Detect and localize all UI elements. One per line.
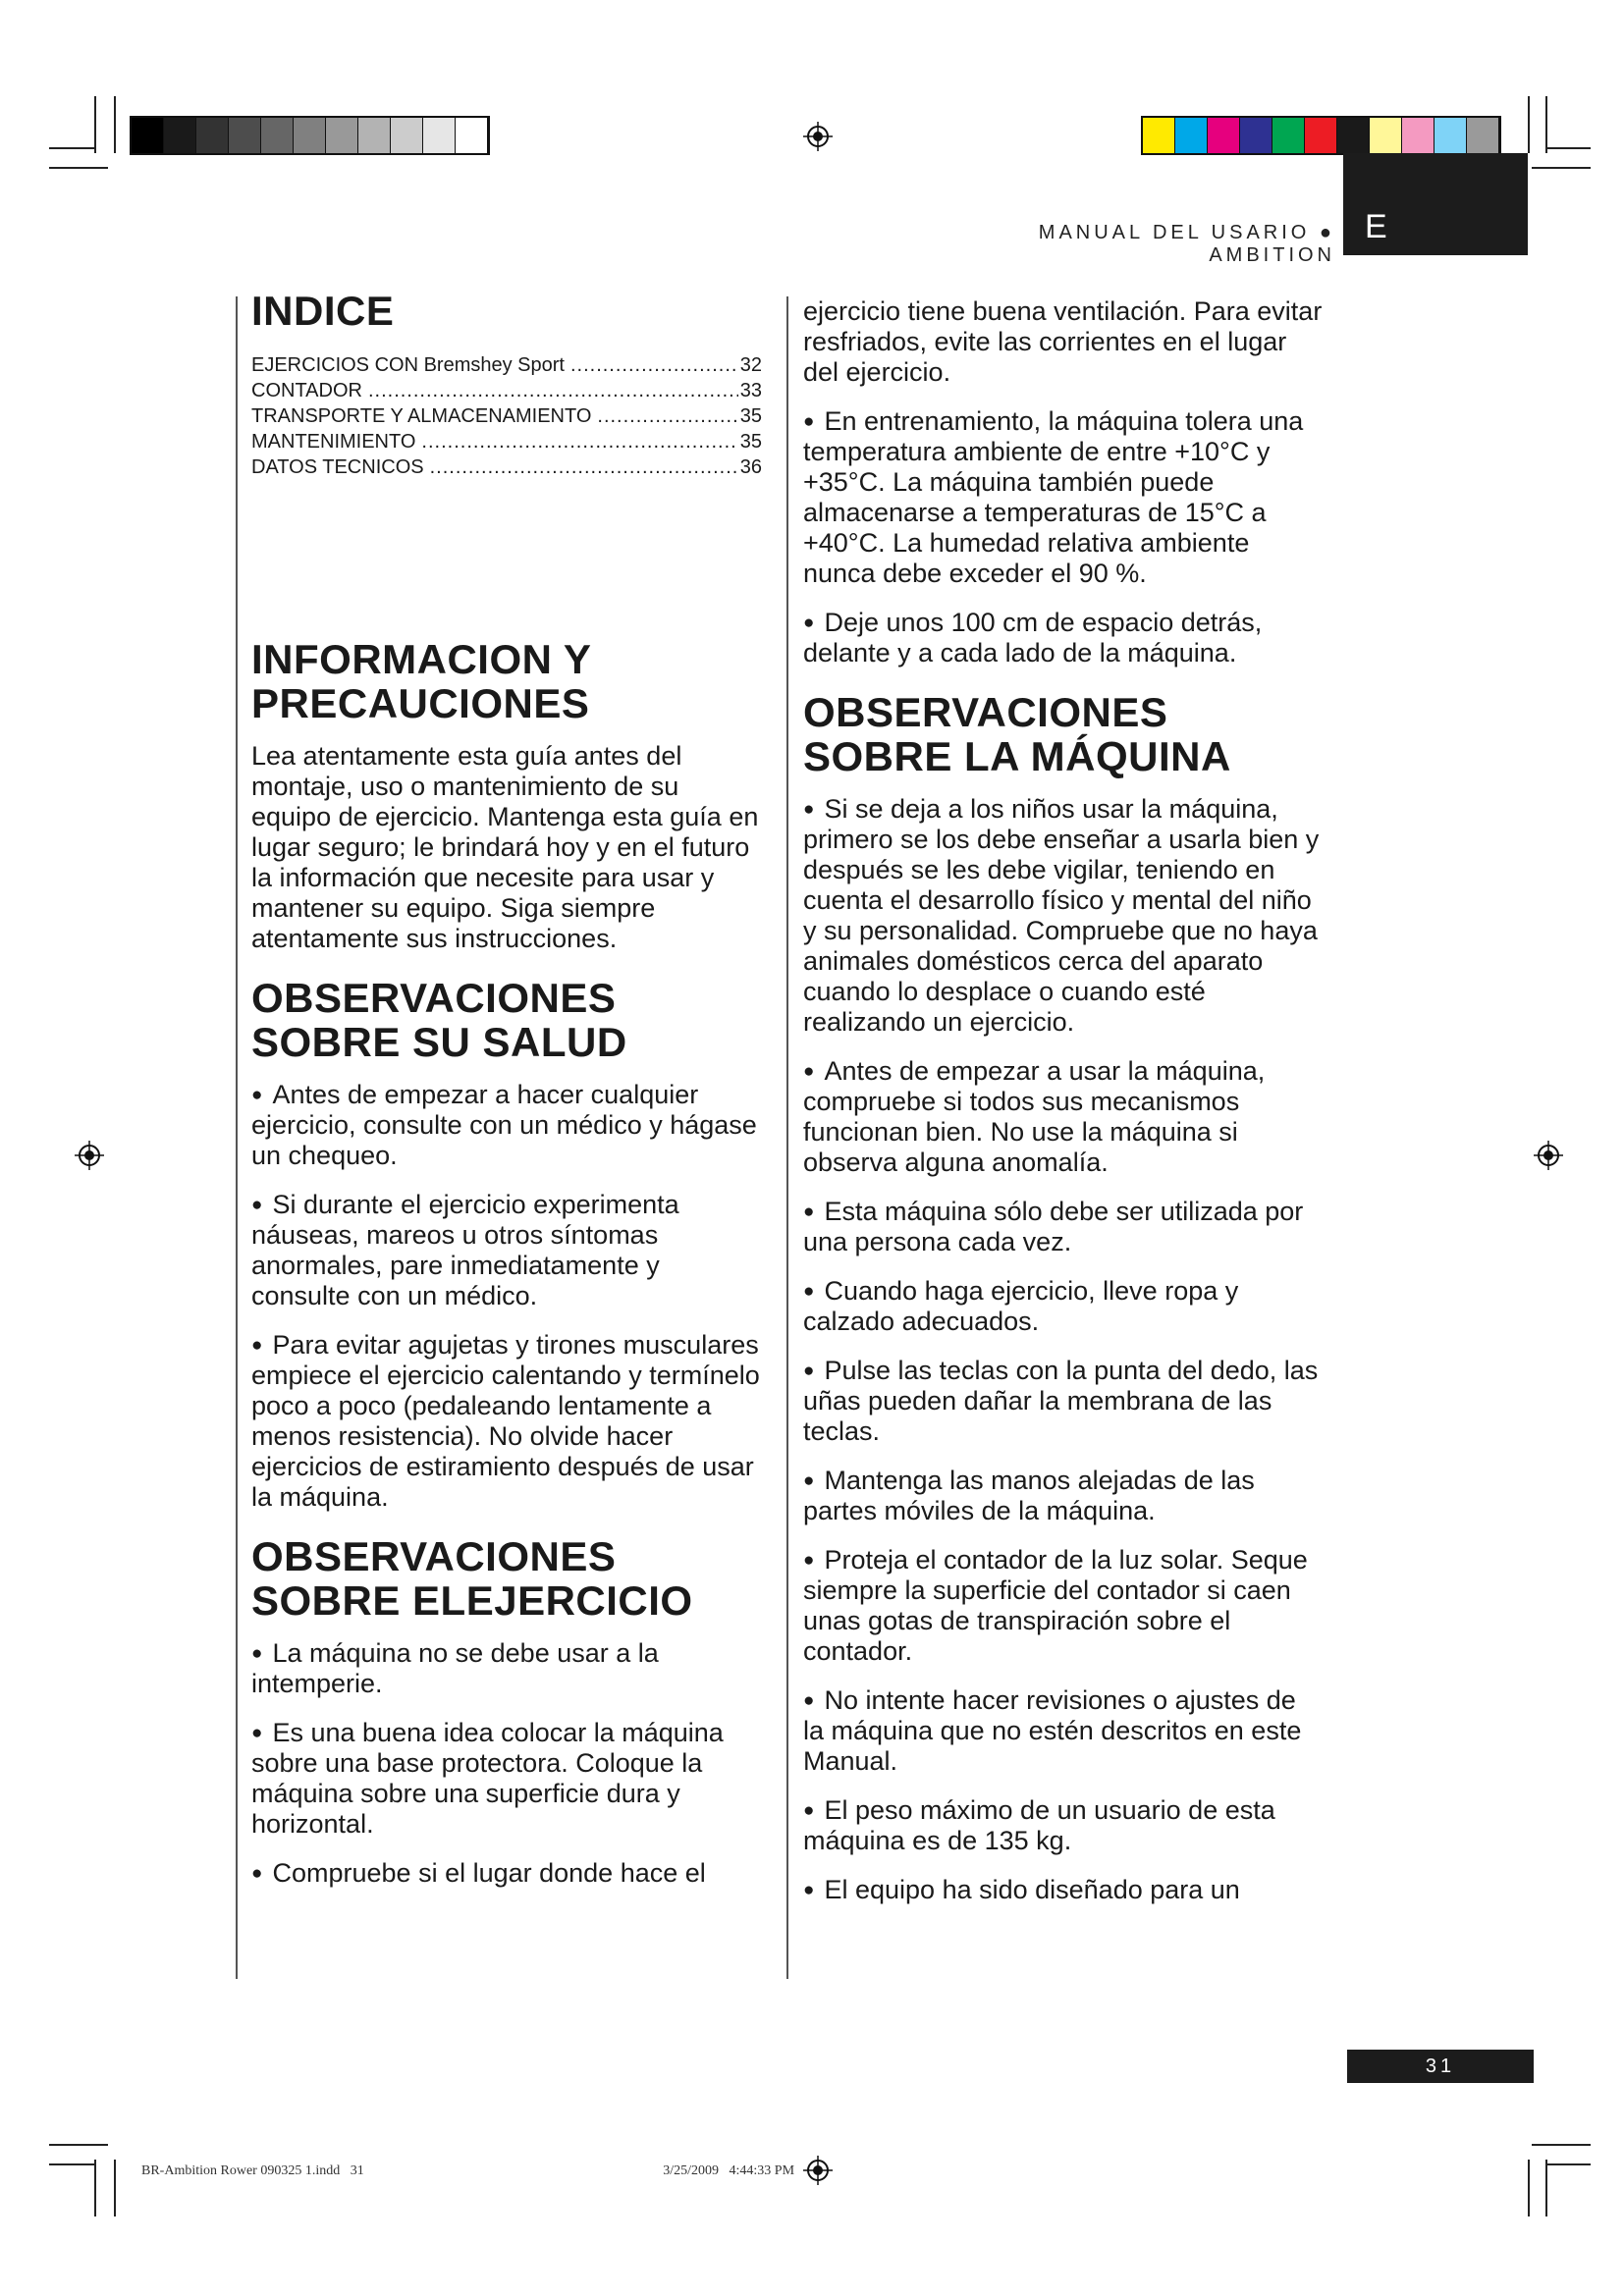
crop-mark-tr-h	[1545, 147, 1591, 149]
color-swatch	[1143, 118, 1175, 153]
greyscale-swatch	[196, 118, 229, 153]
color-swatch	[1337, 118, 1370, 153]
info-title-line1: INFORMACION Y	[251, 636, 592, 682]
ejercicio-title-line2: SOBRE ELEJERCICIO	[251, 1577, 693, 1624]
color-swatch	[1435, 118, 1467, 153]
crop-mark-br-v2	[1545, 2160, 1547, 2216]
toc-entry-page: 33	[739, 380, 762, 401]
greyscale-swatch	[391, 118, 423, 153]
ejercicio-title-line1: OBSERVACIONES	[251, 1533, 617, 1579]
maquina-item: ● Mantenga las manos alejadas de las partes móviles de la máquina.	[803, 1466, 1324, 1526]
crop-mark-tr-v2	[1545, 96, 1547, 153]
toc-entry	[251, 378, 762, 403]
maquina-item: ● Antes de empezar a usar la máquina, compruebe si todos sus mecanismos funcionan bien. No use la máquina si observa alguna anomalía.	[803, 1056, 1324, 1178]
maquina-title-line1: OBSERVACIONES	[803, 689, 1168, 735]
ejercicio-item: ● Es una buena idea colocar la máquina sobre una base protectora. Coloque la máquina sobre una superficie dura y horizontal.	[251, 1718, 762, 1840]
maquina-item: ● El equipo ha sido diseñado para un	[803, 1875, 1324, 1905]
crop-mark-tl-h2	[49, 167, 108, 169]
toc-entry	[251, 403, 762, 429]
toc-leader-dots	[421, 429, 737, 454]
greyscale-swatch	[326, 118, 358, 153]
greyscale-swatch	[456, 118, 488, 153]
salud-item: ● Si durante el ejercicio experimenta náuseas, mareos u otros síntomas anormales, pare inmediatamente y consulte con un médico.	[251, 1190, 762, 1311]
greyscale-swatch	[261, 118, 294, 153]
color-swatch	[1208, 118, 1240, 153]
info-title	[251, 637, 762, 725]
process-color-bar	[1141, 116, 1501, 155]
print-slug: BR-Ambition Rower 090325 1.indd 31 3/25/2009 4:44:33 PM	[141, 2163, 795, 2178]
maquina-item: ● Proteja el contador de la luz solar. Seque siempre la superficie del contador si caen unas gotas de transpiración sobre el contador.	[803, 1545, 1324, 1667]
maquina-title-line2: SOBRE LA MÁQUINA	[803, 733, 1231, 779]
toc-leader-dots	[597, 403, 737, 429]
table-of-contents	[251, 352, 762, 480]
greyscale-swatch	[132, 118, 164, 153]
greyscale-swatch	[358, 118, 391, 153]
salud-item: ● Antes de empezar a hacer cualquier ejercicio, consulte con un médico y hágase un chequeo.	[251, 1080, 762, 1171]
toc-leader-dots	[368, 378, 738, 403]
toc-entry-page: 35	[739, 405, 762, 427]
left-column	[251, 289, 762, 1907]
crop-mark-tl-v2	[114, 96, 116, 153]
color-swatch	[1370, 118, 1402, 153]
maquina-item: ● Pulse las teclas con la punta del dedo, las uñas pueden dañar la membrana de las teclas.	[803, 1356, 1324, 1447]
toc-entry-label: CONTADOR	[251, 380, 362, 401]
crop-mark-br-v	[1528, 2160, 1530, 2216]
greyscale-swatch	[164, 118, 196, 153]
toc-entry-label: EJERCICIOS CON Bremshey Sport	[251, 354, 565, 376]
info-title-line2: PRECAUCIONES	[251, 680, 590, 726]
color-swatch	[1305, 118, 1337, 153]
right-column	[803, 296, 1324, 1924]
maquina-item: ● Esta máquina sólo debe ser utilizada por una persona cada vez.	[803, 1197, 1324, 1257]
crop-mark-tr-h2	[1532, 167, 1591, 169]
color-swatch	[1467, 118, 1499, 153]
column-rule-middle	[786, 296, 788, 1979]
registration-mark-right	[1534, 1141, 1563, 1170]
toc-entry-label: TRANSPORTE Y ALMACENAMIENTO	[251, 405, 592, 427]
salud-title	[251, 976, 762, 1064]
ejercicio-item: ● Compruebe si el lugar donde hace el	[251, 1858, 762, 1889]
crop-mark-tl-v	[94, 96, 96, 153]
registration-mark-top	[803, 122, 833, 151]
color-swatch	[1175, 118, 1208, 153]
salud-item: ● Para evitar agujetas y tirones musculares empiece el ejercicio calentando y termínelo poco a poco (pedaleando lentamente a menos resistencia). No olvide hacer ejercicios de estiramiento después de usar la máquina.	[251, 1330, 762, 1513]
greyscale-swatch	[423, 118, 456, 153]
greyscale-bar	[130, 116, 490, 155]
maquina-item: ● El peso máximo de un usuario de esta máquina es de 135 kg.	[803, 1795, 1324, 1856]
page-number: 31	[1347, 2050, 1534, 2083]
color-swatch	[1402, 118, 1435, 153]
color-swatch	[1240, 118, 1272, 153]
language-tab	[1343, 153, 1528, 255]
greyscale-swatch	[294, 118, 326, 153]
language-tab-label: E	[1365, 208, 1387, 245]
column-rule-left	[236, 296, 238, 1979]
ejercicio-item: ● La máquina no se debe usar a la intemperie.	[251, 1638, 762, 1699]
toc-leader-dots	[570, 352, 738, 378]
ejercicio-item: ● Deje unos 100 cm de espacio detrás, delante y a cada lado de la máquina.	[803, 608, 1324, 668]
toc-entry	[251, 429, 762, 454]
salud-title-line1: OBSERVACIONES	[251, 975, 617, 1021]
crop-mark-bl-h2	[49, 2163, 94, 2165]
toc-entry	[251, 454, 762, 480]
greyscale-swatch	[229, 118, 261, 153]
salud-title-line2: SOBRE SU SALUD	[251, 1019, 627, 1065]
ejercicio-item: ● En entrenamiento, la máquina tolera una temperatura ambiente de entre +10°C y +35°C. La máquina también puede almacenarse a temperaturas de 15°C a +40°C. La humedad relativa ambiente nunca debe exceder el 90 %.	[803, 406, 1324, 589]
crop-mark-bl-v	[94, 2160, 96, 2216]
registration-mark-bottom	[803, 2156, 833, 2185]
toc-leader-dots	[430, 454, 738, 480]
toc-entry-label: DATOS TECNICOS	[251, 456, 424, 478]
maquina-item: ● Cuando haga ejercicio, lleve ropa y calzado adecuados.	[803, 1276, 1324, 1337]
toc-entry-page: 36	[739, 456, 762, 478]
crop-mark-tr-v	[1528, 96, 1530, 153]
toc-entry-label: MANTENIMIENTO	[251, 431, 416, 453]
maquina-item: ● No intente hacer revisiones o ajustes de la máquina que no estén descritos en este Manual.	[803, 1685, 1324, 1777]
ejercicio-title	[251, 1534, 762, 1623]
ejercicio-continued: ejercicio tiene buena ventilación. Para evitar resfriados, evite las corrientes en el lugar del ejercicio.	[803, 296, 1323, 387]
registration-mark-left	[75, 1141, 104, 1170]
toc-entry-page: 35	[739, 431, 762, 453]
crop-mark-bl-v2	[114, 2160, 116, 2216]
crop-mark-tl-h	[49, 147, 94, 149]
info-text: Lea atentamente esta guía antes del montaje, uso o mantenimiento de su equipo de ejercicio. Mantenga esta guía en lugar seguro; le brindará hoy y en el futuro la información que necesite para usar y mantener su equipo. Siga siempre atentamente sus instrucciones.	[251, 741, 759, 953]
running-head: MANUAL DEL USARIO ● AMBITION	[1038, 222, 1335, 266]
toc-entry	[251, 352, 762, 378]
maquina-title	[803, 690, 1324, 778]
crop-mark-br-h2	[1545, 2163, 1591, 2165]
index-title: INDICE	[251, 288, 395, 334]
color-swatch	[1272, 118, 1305, 153]
maquina-item: ● Si se deja a los niños usar la máquina, primero se los debe enseñar a usarla bien y después se les debe vigilar, teniendo en cuenta el desarrollo físico y mental del niño y su personalidad. Compruebe que no haya animales domésticos cerca del aparato cuando lo desplace o cuando esté realizando un ejercicio.	[803, 794, 1324, 1038]
crop-mark-bl-h	[49, 2144, 108, 2146]
toc-entry-page: 32	[739, 354, 762, 376]
crop-mark-br-h	[1532, 2144, 1591, 2146]
